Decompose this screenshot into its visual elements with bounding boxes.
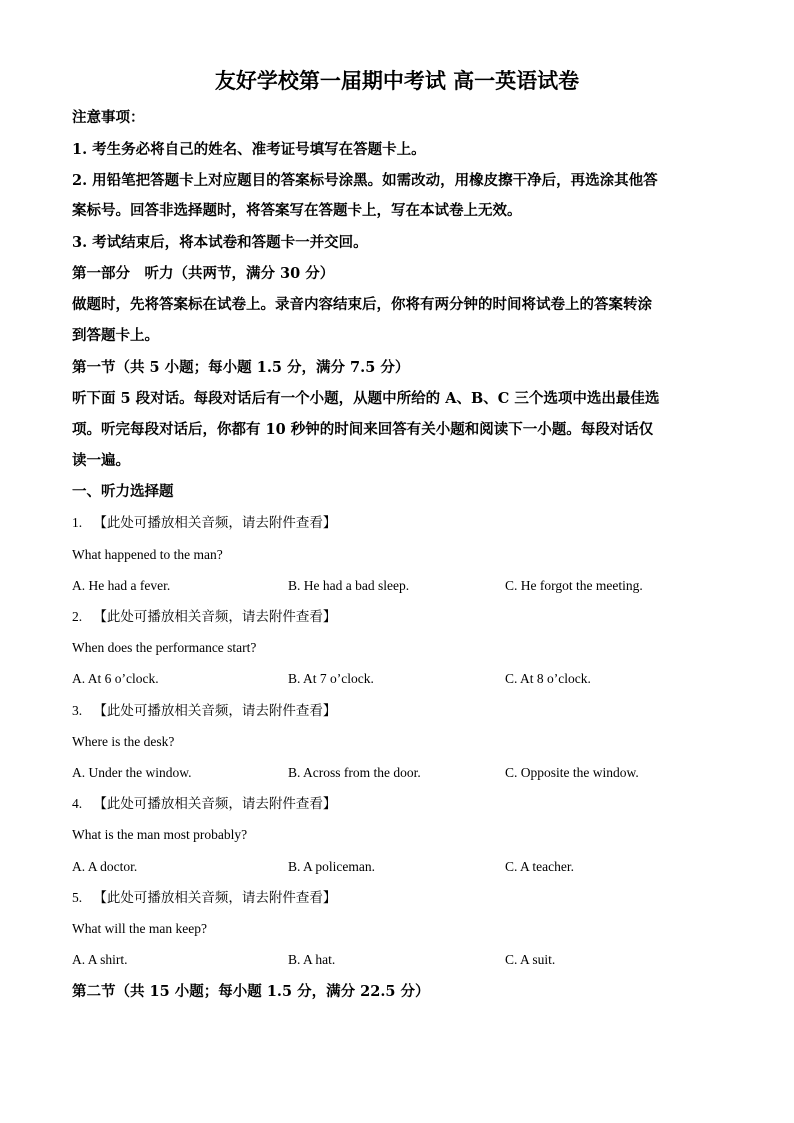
part1-heading: 第一部分 听力（共两节，满分 30 分） bbox=[72, 265, 335, 282]
question-4-stem: What is the man most probably? bbox=[72, 827, 248, 842]
question-1-option-a: A. He had a fever. bbox=[72, 578, 171, 593]
question-5-option-b: B. A hat. bbox=[288, 952, 336, 967]
exam-title: 友好学校第一届期中考试 高一英语试卷 bbox=[214, 68, 580, 93]
question-5-stem: What will the man keep? bbox=[72, 921, 207, 936]
audio-placeholder[interactable]: 【此处可播放相关音频，请去附件查看】 bbox=[93, 796, 337, 811]
question-2-option-a: A. At 6 o’clock. bbox=[72, 671, 159, 686]
question-5-audio[interactable] bbox=[72, 888, 732, 908]
audio-placeholder[interactable]: 【此处可播放相关音频，请去附件查看】 bbox=[93, 609, 337, 624]
question-1-number: 1. bbox=[72, 515, 83, 530]
question-4-audio[interactable] bbox=[72, 794, 732, 814]
question-4-option-b: B. A policeman. bbox=[288, 859, 375, 874]
question-2-option-b: B. At 7 o’clock. bbox=[288, 671, 374, 686]
section1-subheading: 一、听力选择题 bbox=[72, 483, 174, 500]
question-2-option-c: C. At 8 o’clock. bbox=[505, 671, 591, 686]
notice-item-3: 3. 考试结束后，将本试卷和答题卡一并交回。 bbox=[72, 234, 368, 251]
notice-item-2-line-1: 2. 用铅笔把答题卡上对应题目的答案标号涂黑。如需改动，用橡皮擦干净后，再选涂其他答 bbox=[72, 172, 658, 189]
section1-instruction-line-3: 读一遍。 bbox=[72, 452, 130, 469]
question-3-option-a: A. Under the window. bbox=[72, 765, 192, 780]
notice-item-2-line-2: 案标号。回答非选择题时，将答案写在答题卡上，写在本试卷上无效。 bbox=[72, 202, 522, 219]
question-1-stem: What happened to the man? bbox=[72, 547, 223, 562]
section2-heading: 第二节（共 15 小题；每小题 1.5 分，满分 22.5 分） bbox=[72, 983, 430, 1000]
question-2-stem: When does the performance start? bbox=[72, 640, 257, 655]
section1-heading: 第一节（共 5 小题；每小题 1.5 分，满分 7.5 分） bbox=[72, 359, 410, 376]
question-2-number: 2. bbox=[72, 609, 83, 624]
part1-instruction-line-1: 做题时，先将答案标在试卷上。录音内容结束后，你将有两分钟的时间将试卷上的答案转涂 bbox=[72, 296, 652, 313]
question-2-audio[interactable] bbox=[72, 607, 732, 627]
notice-heading: 注意事项： bbox=[72, 109, 145, 126]
question-4-number: 4. bbox=[72, 796, 83, 811]
question-3-audio[interactable] bbox=[72, 701, 732, 721]
question-4-option-a: A. A doctor. bbox=[72, 859, 138, 874]
audio-placeholder[interactable]: 【此处可播放相关音频，请去附件查看】 bbox=[93, 515, 337, 530]
question-5-option-c: C. A suit. bbox=[505, 952, 556, 967]
question-3-option-c: C. Opposite the window. bbox=[505, 765, 639, 780]
question-4-option-c: C. A teacher. bbox=[505, 859, 574, 874]
section1-instruction-line-2: 项。听完每段对话后，你都有 10 秒钟的时间来回答有关小题和阅读下一小题。每段对话仅 bbox=[72, 421, 654, 438]
audio-placeholder[interactable]: 【此处可播放相关音频，请去附件查看】 bbox=[93, 890, 337, 905]
question-3-stem: Where is the desk? bbox=[72, 734, 175, 749]
question-1-option-c: C. He forgot the meeting. bbox=[505, 578, 643, 593]
part1-instruction-line-2: 到答题卡上。 bbox=[72, 327, 159, 344]
question-1-option-b: B. He had a bad sleep. bbox=[288, 578, 410, 593]
section1-instruction-line-1: 听下面 5 段对话。每段对话后有一个小题，从题中所给的 A、B、C 三个选项中选出最佳选 bbox=[72, 390, 660, 407]
question-5-option-a: A. A shirt. bbox=[72, 952, 128, 967]
question-3-number: 3. bbox=[72, 703, 83, 718]
question-1-audio[interactable] bbox=[72, 513, 732, 533]
question-3-option-b: B. Across from the door. bbox=[288, 765, 421, 780]
audio-placeholder[interactable]: 【此处可播放相关音频，请去附件查看】 bbox=[93, 703, 337, 718]
notice-item-1: 1. 考生务必将自己的姓名、准考证号填写在答题卡上。 bbox=[72, 141, 426, 158]
question-5-number: 5. bbox=[72, 890, 83, 905]
